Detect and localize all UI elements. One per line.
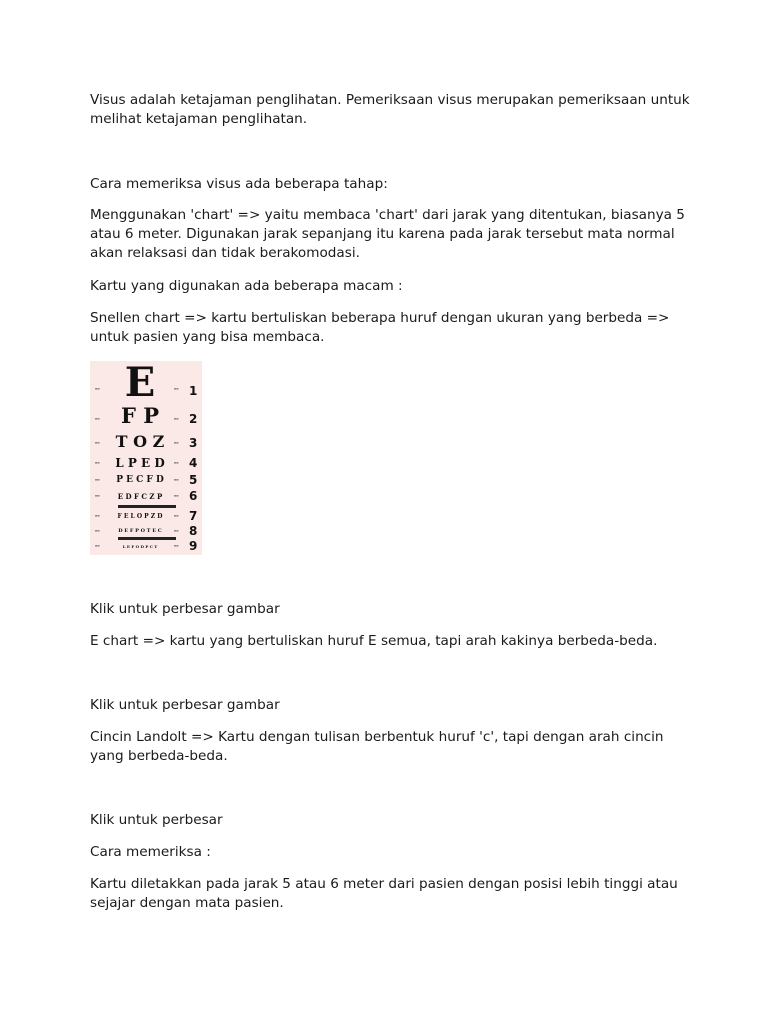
row-letters: D E F P O T E C xyxy=(118,528,162,534)
row-number: 6 xyxy=(189,489,198,503)
link-enlarge-image-1[interactable]: Klik untuk perbesar gambar xyxy=(90,601,280,617)
row-note-right: ≡≡ xyxy=(174,528,179,533)
row-number: 5 xyxy=(189,473,198,487)
paragraph-card-placement: Kartu diletakkan pada jarak 5 atau 6 meter dari pasien dengan posisi lebih tinggi atau sejajar dengan mata pasien. xyxy=(90,876,678,911)
row-note-left: ≡≡ xyxy=(95,543,100,548)
paragraph-exam-method-heading: Cara memeriksa : xyxy=(90,844,211,860)
row-letters: F P xyxy=(120,403,159,428)
row-number: 8 xyxy=(189,524,198,538)
row-letters: F E L O P Z D xyxy=(117,513,163,520)
paragraph-e-chart: E chart => kartu yang bertuliskan huruf E semua, tapi arah kakinya berbeda-beda. xyxy=(90,633,658,649)
paragraph-exam-steps-intro: Cara memeriksa visus ada beberapa tahap: xyxy=(90,176,388,192)
row-note-right: ≡≡ xyxy=(174,493,179,498)
snellen-chart-image[interactable] xyxy=(90,361,202,555)
row-number: 1 xyxy=(189,384,198,398)
row-note-right: ≡≡ xyxy=(174,460,179,465)
row-note-left: ≡≡ xyxy=(95,493,100,498)
row-letters: E D F C Z P xyxy=(117,492,163,501)
row-note-right: ≡≡ xyxy=(174,477,179,482)
chart-row xyxy=(90,454,202,474)
row-letters: P E C F D xyxy=(116,475,164,485)
row-note-right: ≡≡ xyxy=(174,513,179,518)
paragraph-card-types: Kartu yang digunakan ada beberapa macam : xyxy=(90,278,403,294)
row-note-right: ≡≡ xyxy=(174,543,179,548)
row-letters: E xyxy=(124,361,156,406)
row-note-left: ≡≡ xyxy=(95,440,100,445)
row-number: 3 xyxy=(189,436,198,450)
row-note-right: ≡≡ xyxy=(174,440,179,445)
row-number: 2 xyxy=(189,412,198,426)
chart-row xyxy=(90,403,202,428)
paragraph-chart-usage: Menggunakan 'chart' => yaitu membaca 'chart' dari jarak yang ditentukan, biasanya 5 atau 6 meter. Digunakan jarak sepanjang itu karena pada jarak tersebut mata normal akan relaksasi dan tidak berakomodasi. xyxy=(90,207,685,261)
row-letters: T O Z xyxy=(115,432,165,451)
chart-divider-line xyxy=(118,505,176,508)
row-letters: L E F O D P C T xyxy=(122,544,158,549)
paragraph-snellen-chart: Snellen chart => kartu bertuliskan beberapa huruf dengan ukuran yang berbeda => untuk pasien yang bisa membaca. xyxy=(90,310,670,345)
row-note-left: ≡≡ xyxy=(95,513,100,518)
chart-row xyxy=(90,361,202,406)
link-enlarge-3[interactable]: Klik untuk perbesar xyxy=(90,812,223,828)
row-letters: L P E D xyxy=(115,456,165,470)
chart-row xyxy=(90,539,202,555)
row-note-left: ≡≡ xyxy=(95,477,100,482)
row-note-right: ≡≡ xyxy=(174,386,179,391)
paragraph-landolt-ring: Cincin Landolt => Kartu dengan tulisan berbentuk huruf 'c', tapi dengan arah cincin yang berbeda-beda. xyxy=(90,729,664,764)
chart-row xyxy=(90,433,202,453)
paragraph-visus-definition: Visus adalah ketajaman penglihatan. Pemeriksaan visus merupakan pemeriksaan untuk melihat ketajaman penglihatan. xyxy=(90,92,690,127)
row-number: 4 xyxy=(189,456,198,470)
row-note-left: ≡≡ xyxy=(95,416,100,421)
row-note-left: ≡≡ xyxy=(95,386,100,391)
row-note-right: ≡≡ xyxy=(174,416,179,421)
row-note-left: ≡≡ xyxy=(95,460,100,465)
link-enlarge-image-2[interactable]: Klik untuk perbesar gambar xyxy=(90,697,280,713)
row-number: 9 xyxy=(189,539,198,553)
row-note-left: ≡≡ xyxy=(95,528,100,533)
row-number: 7 xyxy=(189,509,198,523)
